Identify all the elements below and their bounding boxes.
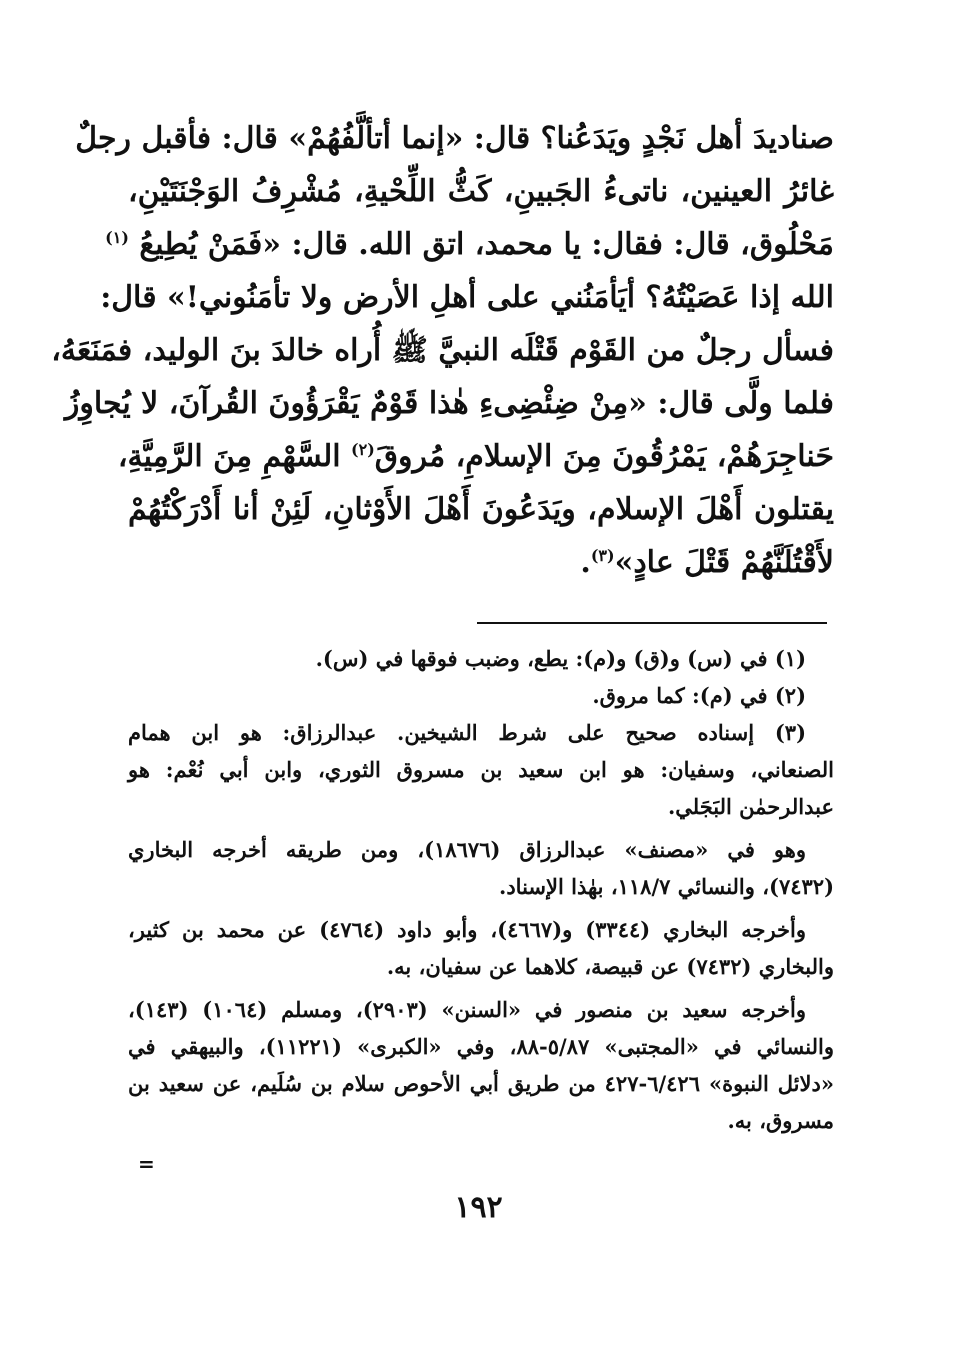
footnote-marker: (٣) (590, 546, 615, 565)
main-text-segment: السَّهْمِ مِنَ الرَّمِيَّةِ، (117, 439, 341, 474)
footnote-line: عبدالرحمٰن البَجَلي. (667, 794, 834, 819)
footnote-line: وهو في «مصنف» عبدالرزاق (١٨٦٧٦)، ومن طريقه أخرجه البخاري (128, 837, 806, 862)
footnote-line: «دلائل النبوة» ٦/٤٢٦-٤٢٧ من طريق أبي الأحوص سلام بن سُلَيم، عن سعيد بن (128, 1071, 834, 1096)
footnote-line: الصنعاني، وسفيان: هو ابن سعيد بن مسروق الثوري، وابن أبي نُعْم: هو (128, 757, 834, 782)
footnote-separator (477, 622, 827, 624)
footnote-line: (١) في (س) و(ق) و(م): يطع، وضبب فوقها في (س). (315, 646, 806, 671)
footnote-marker: (٢) (351, 440, 375, 459)
footnote-line: (٣) إسناده صحيح على شرط الشيخين. عبدالرزاق: هو ابن همام (128, 720, 806, 745)
main-text-line (117, 430, 834, 483)
footnote-line: وأخرجه البخاري (٣٣٤٤) و(٤٦٦٧)، وأبو داود (٤٧٦٤) عن محمد بن كثير، (128, 917, 807, 942)
main-text-line: فلما ولَّى قال: «مِنْ ضِئْضِىءِ هٰذا قَوْمٌ يَقْرَؤُونَ القُرآنَ، لا يُجاوِزُ (64, 386, 834, 421)
main-text-line: فسأل رجلٌ من القَوْم قَتْلَه النبيَّ ﷺ أُراه خالدَ بنَ الوليد، فمَنَعَهُ، (51, 333, 834, 368)
footnote-marker: (١) (105, 228, 129, 247)
footnote-line: والبخاري (٧٤٣٢) عن قبيصة، كلاهما عن سفيان، به. (386, 954, 834, 979)
page-number: ١٩٢ (454, 1190, 503, 1225)
footnote-line: (٧٤٣٢)، والنسائي ١١٨/٧، بهٰذا الإسناد. (499, 874, 834, 899)
main-text (51, 112, 834, 589)
main-text-segment: لأَقْتُلَنَّهُمْ قَتْلَ عادٍ» (614, 545, 834, 580)
main-text-line: صناديدَ أهل نَجْدٍ ويَدَعُنا؟ قال: «إنما أتألَّفُهُمْ» قال: فأقبل رجلٌ (75, 121, 834, 156)
main-text-line: يقتلون أَهْلَ الإسلام، ويَدَعُونَ أَهْلَ الأَوْثانِ، لَئِنْ أنا أَدْرَكْتُهُمْ (128, 492, 834, 527)
continuation-mark: = (138, 1152, 155, 1176)
main-text-line: الله إذا عَصَيْتُهُ؟ أيَأمَنُني على أهلِ الأرض ولا تأمَنُوني!» قال: (100, 280, 834, 315)
footnote-line: مسروق، به. (727, 1108, 834, 1133)
main-text-segment: مَحْلُوق، قال: فقال: يا محمد، اتق الله. قال: «فَمَنْ يُطِيعُ (139, 227, 834, 262)
main-text-line (128, 536, 834, 589)
footnote-line: (٢) في (م): كما مروق. (592, 683, 806, 708)
footnotes (128, 640, 834, 1139)
main-text-line (105, 218, 834, 271)
footnote-line: والنسائي في «المجتبى» ٥/٨٧-٨٨، وفي «الكبرى» (١١٢٢١)، والبيهقي في (128, 1034, 834, 1059)
main-text-segment: حَناجِرَهُمْ، يَمْرُقُونَ مِنَ الإسلامِ، مُروقَ (374, 439, 834, 474)
main-text-line: غائرُ العينين، ناتىءُ الجَبينِ، كَثُّ اللِّحْيةِ، مُشْرِفُ الوَجْنَتَيْنِ، (128, 174, 834, 209)
main-text-segment: . (580, 545, 591, 580)
footnote-line: وأخرجه سعيد بن منصور في «السنن» (٢٩٠٣)، ومسلم (١٠٦٤) (١٤٣)، (128, 997, 807, 1022)
